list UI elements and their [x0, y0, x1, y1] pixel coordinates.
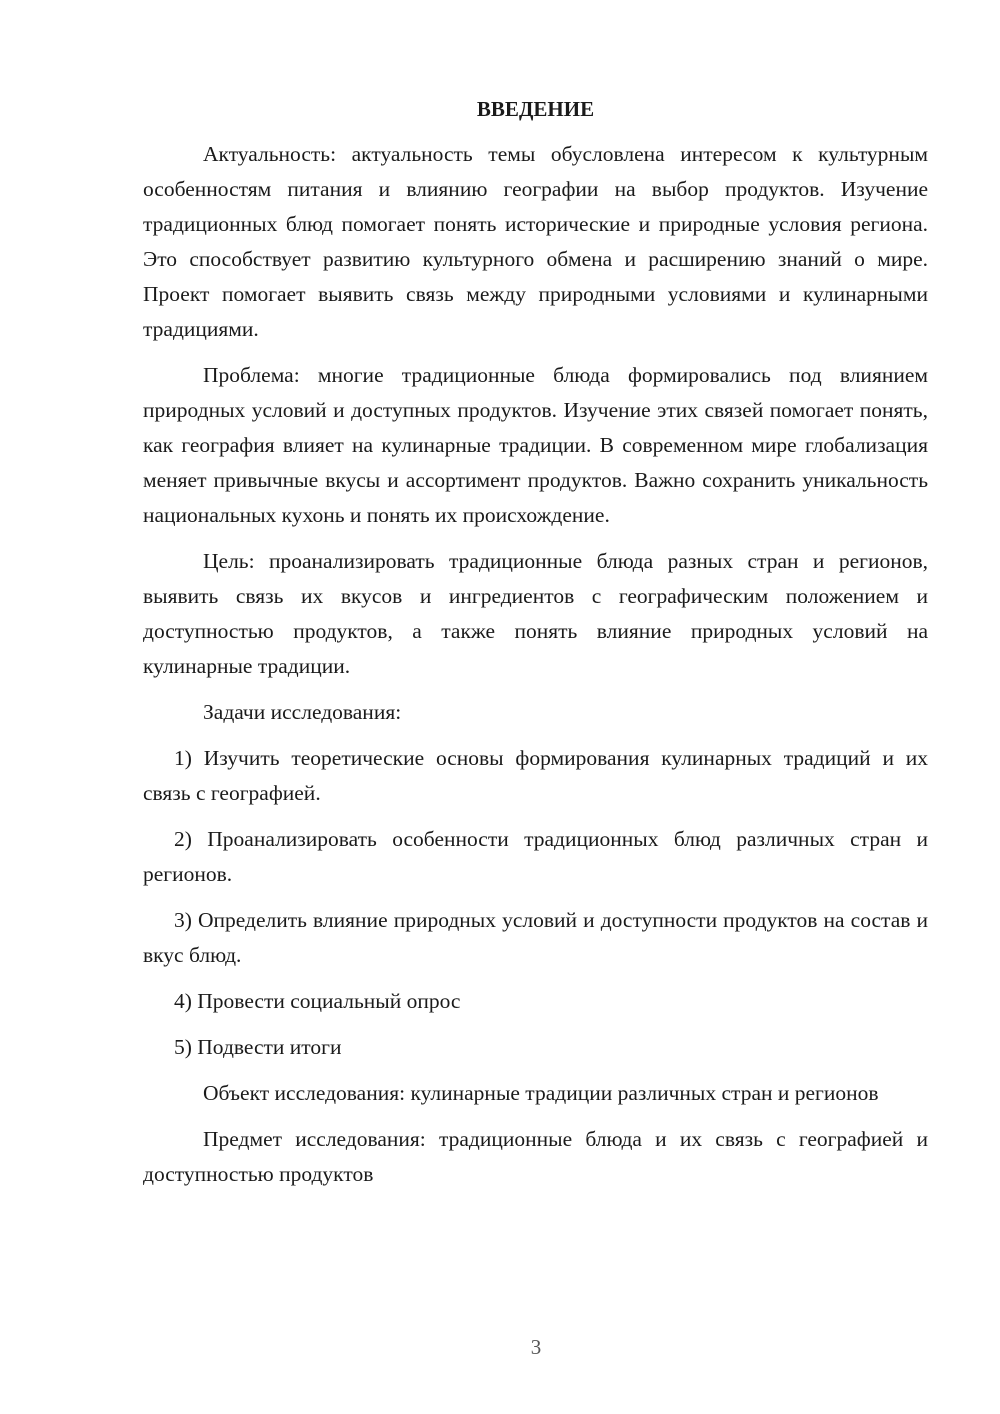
list-item: 1) Изучить теоретические основы формирования кулинарных традиций и их связь с географией.: [143, 746, 928, 805]
list-item: 3) Определить влияние природных условий и доступности продуктов на состав и вкус блюд.: [143, 908, 928, 967]
tasks-heading: Задачи исследования:: [203, 700, 402, 724]
page-number: 3: [530, 1335, 542, 1359]
object-paragraph: Объект исследования: кулинарные традиции различных стран и регионов: [203, 1081, 879, 1105]
document-body: [143, 92, 928, 1203]
list-item: 4) Провести социальный опрос: [174, 989, 461, 1013]
list-item: 2) Проанализировать особенности традиционных блюд различных стран и регионов.: [143, 827, 928, 886]
relevance-paragraph: Актуальность: актуальность темы обусловлена интересом к культурным особенностям питания и влиянию географии на выбор продуктов. Изучение традиционных блюд помогает понять исторические и природные условия региона. Это способствует развитию культурного обмена и расширению знаний о мире. Проект помогает выявить связь между природными условиями и кулинарными традициями.: [143, 142, 928, 341]
problem-paragraph: Проблема: многие традиционные блюда формировались под влиянием природных условий и доступных продуктов. Изучение этих связей помогает понять, как география влияет на кулинарные традиции. В современном мире глобализация меняет привычные вкусы и ассортимент продуктов. Важно сохранить уникальность национальных кухонь и понять их происхождение.: [143, 363, 928, 527]
subject-paragraph: Предмет исследования: традиционные блюда и их связь с географией и доступностью продуктов: [143, 1127, 928, 1186]
page-title: ВВЕДЕНИЕ: [476, 97, 595, 121]
goal-paragraph: Цель: проанализировать традиционные блюда разных стран и регионов, выявить связь их вкусов и ингредиентов с географическим положением и доступностью продуктов, а также понять влияние природных условий на кулинарные традиции.: [143, 549, 928, 678]
tasks-list: [143, 741, 928, 1065]
list-item: 5) Подвести итоги: [174, 1035, 342, 1059]
